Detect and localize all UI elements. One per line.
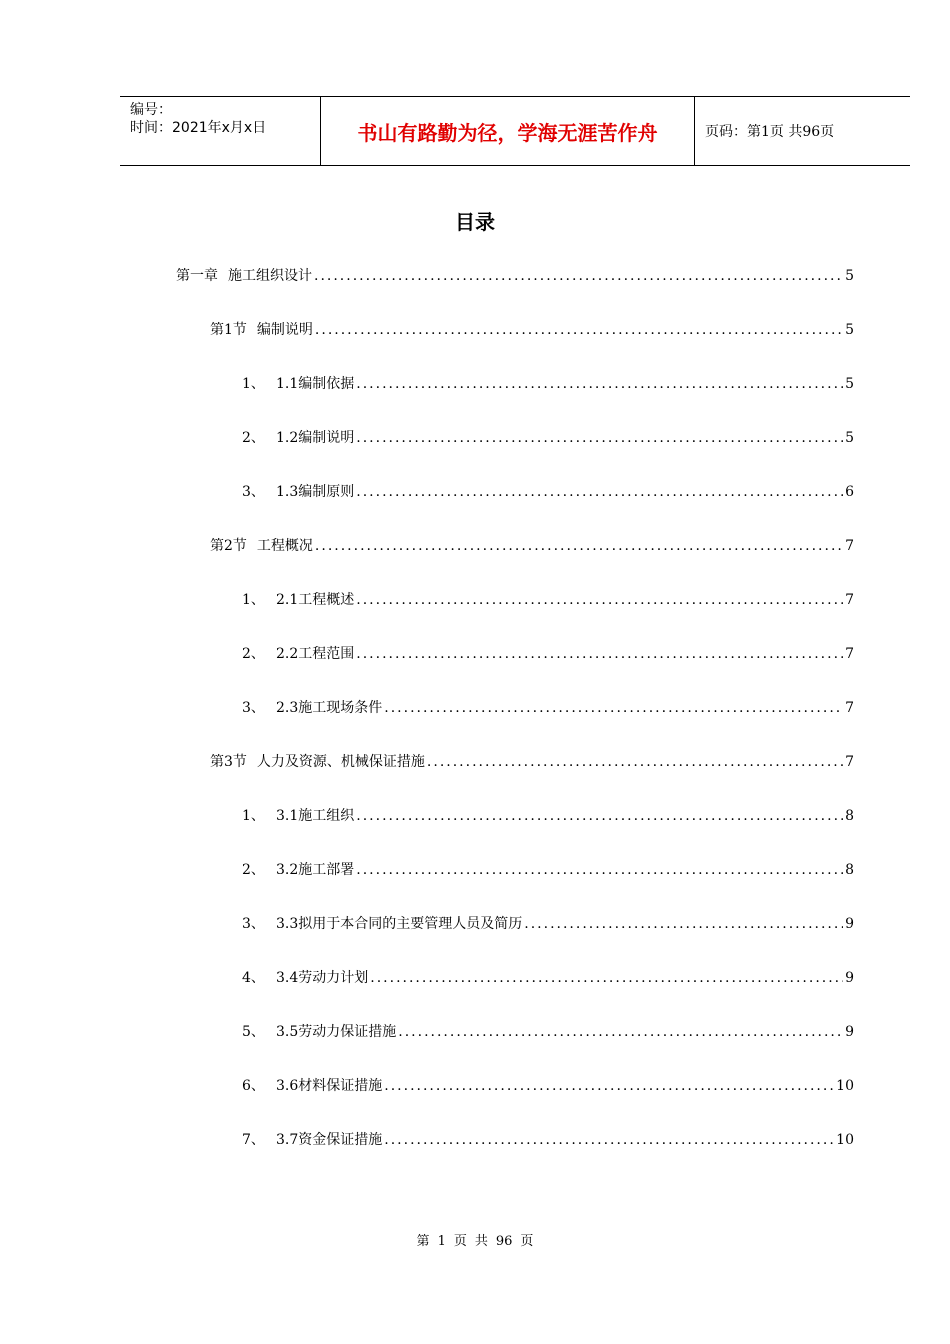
toc-entry[interactable] — [210, 752, 854, 772]
toc-entry-page: 5 — [845, 430, 854, 446]
toc-dot-leader — [356, 428, 843, 448]
toc-entry-number: 2、 — [242, 430, 265, 446]
toc-entry-number: 4、 — [242, 970, 265, 986]
toc-entry-page: 5 — [845, 322, 854, 338]
toc-entry[interactable] — [242, 1076, 854, 1096]
toc-entry-page: 7 — [845, 754, 854, 770]
toc-entry-number: 第2节 — [210, 538, 247, 554]
toc-dot-leader — [427, 752, 843, 772]
toc-dot-leader — [315, 536, 843, 556]
footer-text: 共 — [474, 1234, 488, 1249]
toc-entry-number: 1、 — [242, 376, 265, 392]
toc-dot-leader — [370, 968, 843, 988]
toc-dot-leader — [356, 482, 843, 502]
toc-dot-leader — [356, 806, 843, 826]
toc-entry-title: 3.7资金保证措施 — [276, 1132, 383, 1148]
toc-entry-page: 6 — [845, 484, 854, 500]
toc-entry-number: 3、 — [242, 700, 265, 716]
toc-entry-page: 10 — [836, 1078, 854, 1094]
toc-entry[interactable] — [210, 536, 854, 556]
toc-dot-leader — [384, 698, 843, 718]
number-label: 编号： — [130, 102, 172, 118]
toc-entry-page: 7 — [845, 592, 854, 608]
footer-text: 页 — [520, 1234, 534, 1249]
toc-entry-number: 7、 — [242, 1132, 265, 1148]
toc-dot-leader — [384, 1076, 834, 1096]
toc-entry-page: 5 — [845, 376, 854, 392]
toc-entry-number: 3、 — [242, 916, 265, 932]
toc-entry-title: 工程概况 — [256, 538, 313, 554]
toc-entry-title: 3.5劳动力保证措施 — [276, 1024, 397, 1040]
toc-entry-number: 2、 — [242, 646, 265, 662]
footer-text: 第 — [416, 1234, 430, 1249]
toc-entry-title: 人力及资源、机械保证措施 — [256, 754, 425, 770]
toc-entry-number: 1、 — [242, 592, 265, 608]
toc-entry-number: 3、 — [242, 484, 265, 500]
toc-entry-number: 第3节 — [210, 754, 247, 770]
toc-entry-title: 施工组织设计 — [228, 268, 312, 284]
toc-entry-title: 1.2编制说明 — [276, 430, 355, 446]
toc-entry[interactable] — [242, 698, 854, 718]
toc-entry[interactable] — [242, 428, 854, 448]
toc-dot-leader — [315, 320, 843, 340]
toc-entry-title: 1.3编制原则 — [276, 484, 355, 500]
header-motto: 书山有路勤为径，学海无涯苦作舟 — [321, 97, 695, 165]
toc-entry[interactable] — [210, 320, 854, 340]
toc-entry[interactable] — [242, 914, 854, 934]
footer-text: 页 — [453, 1234, 467, 1249]
toc-dot-leader — [384, 1130, 834, 1150]
toc-entry[interactable] — [176, 266, 854, 286]
toc-entry-number: 第1节 — [210, 322, 247, 338]
toc-dot-leader — [314, 266, 843, 286]
toc-entry-page: 8 — [845, 862, 854, 878]
toc-entry-number: 1、 — [242, 808, 265, 824]
toc-entry-page: 10 — [836, 1132, 854, 1148]
toc-entry-page: 7 — [845, 700, 854, 716]
toc-entry-page: 5 — [845, 268, 854, 284]
toc-entry-title: 3.2施工部署 — [276, 862, 355, 878]
toc-entry-title: 1.1编制依据 — [276, 376, 355, 392]
toc-entry-title: 2.2工程范围 — [276, 646, 355, 662]
toc-dot-leader — [398, 1022, 843, 1042]
toc-entry-title: 2.1工程概述 — [276, 592, 355, 608]
toc-entry[interactable] — [242, 968, 854, 988]
toc-entry-title: 2.3施工现场条件 — [276, 700, 383, 716]
toc-entry-title: 3.6材料保证措施 — [276, 1078, 383, 1094]
toc-entry-number: 2、 — [242, 862, 265, 878]
toc-entry[interactable] — [242, 590, 854, 610]
toc-dot-leader — [356, 860, 843, 880]
toc-entry-page: 9 — [845, 970, 854, 986]
header-page-code: 页码：第1页 共96页 — [705, 124, 835, 140]
toc-entry-number: 第一章 — [176, 268, 218, 284]
toc-entry-page: 7 — [845, 646, 854, 662]
toc-dot-leader — [356, 590, 843, 610]
toc-entry-page: 8 — [845, 808, 854, 824]
toc-entry-page: 7 — [845, 538, 854, 554]
toc-entry[interactable] — [242, 806, 854, 826]
toc-entry[interactable] — [242, 1130, 854, 1150]
toc-entry-number: 6、 — [242, 1078, 265, 1094]
toc-dot-leader — [356, 644, 843, 664]
toc-entry[interactable] — [242, 644, 854, 664]
toc-dot-leader — [356, 374, 843, 394]
toc-entry[interactable] — [242, 482, 854, 502]
toc-entry-page: 9 — [845, 1024, 854, 1040]
toc-entry[interactable] — [242, 860, 854, 880]
toc-entry-title: 3.4劳动力计划 — [276, 970, 369, 986]
toc-entry-title: 3.1施工组织 — [276, 808, 355, 824]
toc-entry[interactable] — [242, 374, 854, 394]
toc-entry-number: 5、 — [242, 1024, 265, 1040]
toc-title: 目录 — [455, 210, 495, 234]
toc-entry-title: 3.3拟用于本合同的主要管理人员及简历 — [276, 916, 523, 932]
toc-entry-title: 编制说明 — [256, 322, 313, 338]
footer-current-page: 1 — [437, 1234, 446, 1249]
footer-total-pages: 96 — [495, 1234, 513, 1249]
time-label: 时间：2021年x月x日 — [130, 120, 267, 136]
toc-dot-leader — [524, 914, 843, 934]
page-footer — [0, 1230, 950, 1249]
toc-entry-page: 9 — [845, 916, 854, 932]
toc-entry[interactable] — [242, 1022, 854, 1042]
